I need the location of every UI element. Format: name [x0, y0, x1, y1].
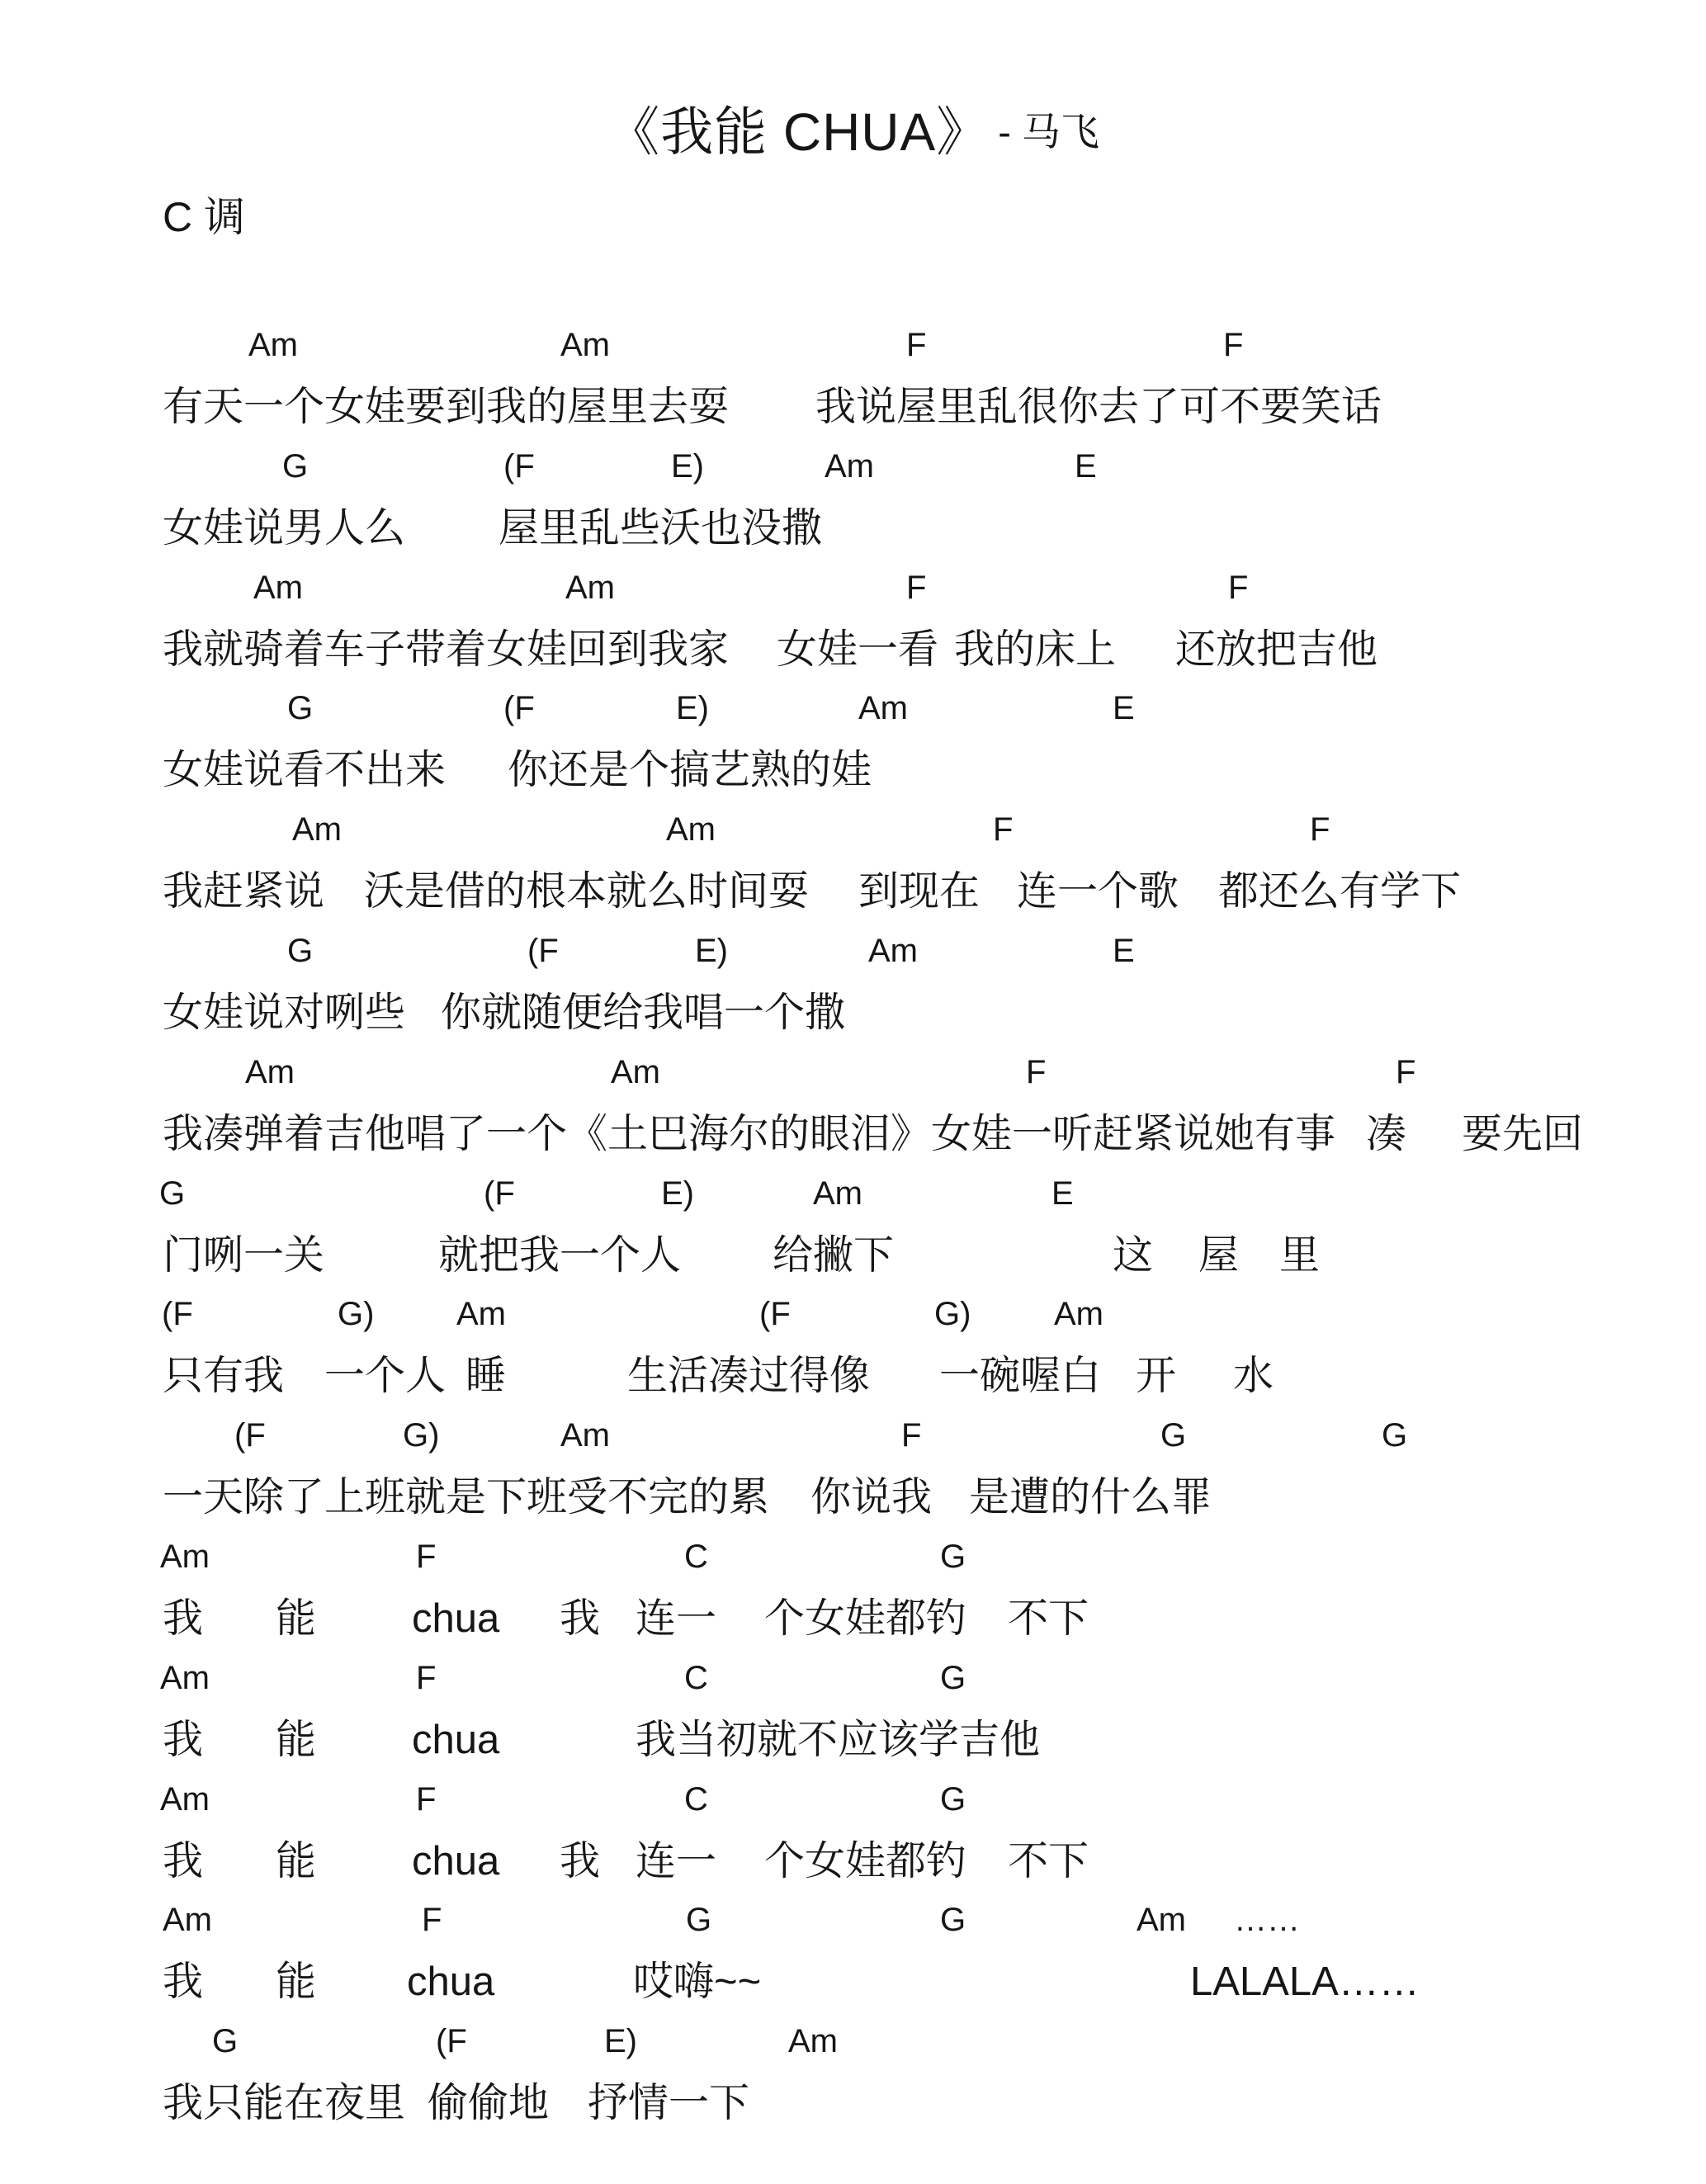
chord-label: (F [759, 1296, 791, 1332]
key-label: C 调 [163, 194, 245, 240]
lyric-segment: 连一 [636, 1596, 717, 1641]
chord-label: Am [1137, 1902, 1186, 1938]
chord-label: G [1382, 1417, 1408, 1454]
chord-label: Am [160, 1781, 210, 1818]
chord-label: Am [1054, 1296, 1103, 1332]
chord-label: Am [292, 811, 342, 848]
lyric-segment: 屋 [1198, 1233, 1240, 1278]
chord-label: …… [1234, 1902, 1300, 1938]
lyric-segment: 屋里乱些沃也没撒 [499, 506, 823, 551]
chord-label: G [159, 1175, 186, 1212]
chord-label: (F [162, 1296, 193, 1332]
lyric-segment: 只有我 [163, 1354, 285, 1398]
lyric-segment: 沃是借的根本就么时间耍 [364, 869, 810, 914]
lyric-segment: 我 [163, 1596, 204, 1641]
chord-label: G [940, 1539, 966, 1575]
chord-label: G) [403, 1417, 440, 1454]
chord-label: Am [163, 1902, 212, 1938]
song-title: 《我能 CHUA》 [607, 102, 990, 162]
chord-label: F [422, 1902, 442, 1938]
chord-label: F [906, 570, 927, 606]
chord-label: Am [560, 1417, 610, 1454]
chord-label: G [940, 1660, 966, 1696]
lyric-segment: chua [407, 1959, 495, 2004]
lyric-segment: LALALA…… [1190, 1959, 1420, 2004]
chord-label: Am [160, 1539, 210, 1575]
chord-label: E) [695, 933, 728, 969]
lyric-segment: 能 [276, 1839, 317, 1884]
lyric-segment: 个女娃都钓 [764, 1596, 967, 1641]
lyric-segment: 有天一个女娃要到我的屋里去耍 [163, 385, 730, 429]
lyric-segment: 连一个歌 [1017, 869, 1179, 914]
chord-label: (F [234, 1417, 266, 1454]
chord-label: (F [436, 2023, 467, 2059]
lyric-segment: 门咧一关 [163, 1233, 325, 1278]
chord-label: E [1113, 690, 1135, 726]
chord-label: E) [671, 448, 704, 485]
chord-label: G [940, 1902, 966, 1938]
chord-label: Am [565, 570, 615, 606]
chord-label: Am [611, 1054, 660, 1090]
lyric-segment: 一碗喔白 [939, 1354, 1102, 1398]
chord-label: F [901, 1417, 922, 1454]
chord-label: E) [661, 1175, 694, 1212]
page-title [0, 102, 1706, 162]
lyric-segment: 偷偷地 [428, 2081, 550, 2125]
chord-label: (F [527, 933, 559, 969]
chord-label: Am [858, 690, 908, 726]
chord-label: F [416, 1660, 437, 1696]
lyric-segment: 给撇下 [773, 1233, 895, 1278]
lyric-segment: 你就随便给我唱一个撒 [441, 990, 846, 1035]
lyric-segment: 这 [1113, 1233, 1154, 1278]
lyric-segment: 不下 [1008, 1596, 1089, 1641]
song-artist: - 马飞 [998, 110, 1099, 154]
chord-label: (F [503, 448, 535, 485]
lyric-segment: 凑 [1366, 1112, 1407, 1156]
lyric-segment: chua [412, 1596, 500, 1641]
chord-label: Am [456, 1296, 506, 1332]
chord-label: E) [604, 2023, 637, 2059]
chord-label: Am [560, 327, 610, 363]
chord-label: F [1396, 1054, 1416, 1090]
lyric-segment: 生活凑过得像 [627, 1354, 871, 1398]
chord-label: F [416, 1781, 437, 1818]
chord-label: G) [338, 1296, 375, 1332]
lyric-segment: 我 [560, 1596, 601, 1641]
chord-label: Am [248, 327, 298, 363]
chord-label: Am [868, 933, 918, 969]
lyric-segment: 我 [560, 1839, 601, 1884]
lyric-segment: 我说屋里乱很你去了可不要笑话 [815, 385, 1382, 429]
chord-label: E [1113, 933, 1135, 969]
lyric-segment: 女娃说看不出来 [163, 748, 447, 792]
chord-label: Am [788, 2023, 838, 2059]
chord-label: F [416, 1539, 437, 1575]
lyric-segment: 女娃说对咧些 [163, 990, 406, 1035]
chord-label: G [1160, 1417, 1187, 1454]
chord-label: G [212, 2023, 239, 2059]
chord-label: E [1075, 448, 1097, 485]
chord-label: C [684, 1781, 708, 1818]
lyric-segment: 我的床上 [954, 627, 1117, 672]
lyric-segment: 我就骑着车子带着女娃回到我家 [163, 627, 730, 672]
lyric-segment: 睡 [465, 1354, 507, 1398]
lyric-segment: 不下 [1008, 1839, 1089, 1884]
lyric-segment: 哎嗨~~ [633, 1959, 762, 2004]
lyric-segment: 能 [276, 1959, 317, 2004]
lyric-segment: 我当初就不应该学吉他 [636, 1718, 1041, 1762]
lyric-segment: 是遭的什么罪 [969, 1475, 1212, 1520]
lyric-segment: 个女娃都钓 [764, 1839, 967, 1884]
lyric-segment: 还放把吉他 [1175, 627, 1378, 672]
chord-label: G [282, 448, 309, 485]
chord-label: (F [503, 690, 535, 726]
lyric-segment: 连一 [636, 1839, 717, 1884]
chord-label: G [287, 690, 314, 726]
chord-label: F [993, 811, 1014, 848]
lyric-segment: 你还是个搞艺熟的娃 [508, 748, 872, 792]
lyric-segment: 我凑弹着吉他唱了一个《土巴海尔的眼泪》女娃一听赶紧说她有事 [163, 1112, 1336, 1156]
lyric-segment: 我赶紧说 [163, 869, 325, 914]
lyric-segment: 女娃说男人么 [163, 506, 406, 551]
lyric-segment: 女娃一看 [777, 627, 939, 672]
chord-label: C [684, 1539, 708, 1575]
lyric-segment: 都还么有学下 [1218, 869, 1462, 914]
chord-label: Am [160, 1660, 210, 1696]
chord-label: G [287, 933, 314, 969]
lyric-segment: 抒情一下 [588, 2081, 750, 2125]
chord-label: F [1310, 811, 1330, 848]
lyric-segment: 能 [276, 1596, 317, 1641]
lyric-segment: 我 [163, 1959, 204, 2004]
lyric-segment: 我只能在夜里 [163, 2081, 406, 2125]
lyric-segment: 里 [1279, 1233, 1321, 1278]
chord-label: G [686, 1902, 712, 1938]
lyric-segment: 一天除了上班就是下班受不完的累 [163, 1475, 770, 1520]
lyric-segment: 到现在 [858, 869, 981, 914]
lyric-segment: 要先回 [1462, 1112, 1584, 1156]
chord-label: Am [825, 448, 874, 485]
lyric-segment: chua [412, 1718, 500, 1762]
lyric-segment: chua [412, 1839, 500, 1884]
lyric-segment: 就把我一个人 [438, 1233, 682, 1278]
chord-label: E) [676, 690, 709, 726]
lyric-segment: 能 [276, 1718, 317, 1762]
chord-label: (F [484, 1175, 515, 1212]
chord-label: Am [666, 811, 716, 848]
lyric-segment: 开 [1136, 1354, 1177, 1398]
lyric-segment: 一个人 [324, 1354, 447, 1398]
chord-label: G [940, 1781, 966, 1818]
chord-label: Am [813, 1175, 862, 1212]
chord-label: E [1051, 1175, 1074, 1212]
chord-label: F [906, 327, 927, 363]
lyric-segment: 水 [1233, 1354, 1274, 1398]
chord-label: Am [245, 1054, 295, 1090]
chord-label: F [1228, 570, 1249, 606]
lyric-segment: 我 [163, 1839, 204, 1884]
chord-label: F [1223, 327, 1244, 363]
chord-label: C [684, 1660, 708, 1696]
lyric-segment: 你说我 [810, 1475, 933, 1520]
chord-label: Am [253, 570, 303, 606]
chord-label: G) [934, 1296, 971, 1332]
lyric-segment: 我 [163, 1718, 204, 1762]
chord-label: F [1026, 1054, 1047, 1090]
